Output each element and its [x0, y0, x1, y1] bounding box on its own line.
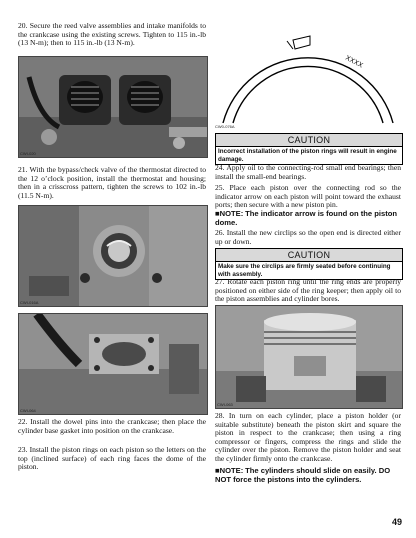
step-number: 22.	[18, 417, 28, 426]
step-24	[215, 164, 401, 181]
step-number: 28.	[215, 411, 225, 420]
step-text: In turn on each cylinder, place a piston holder (or suitable substitute) beneath the piston skirt and square the piston in respect to the crankcase; then using a ring compressor or fingers, compress the rings and slide the cylinder over the piston. Remove the piston holder and seat the cylinder firmly onto the crankcase.	[215, 411, 401, 463]
step-22	[18, 418, 206, 435]
step-text: Rotate each piston ring until the ring ends are properly positioned on either side of the ring keeper; then apply oil to the piston assemblies and cylinder bores.	[215, 277, 401, 304]
step-27	[215, 278, 401, 304]
thermostat-illustration	[19, 206, 207, 306]
engine-illustration	[19, 57, 207, 157]
note-indicator-arrow	[215, 210, 401, 227]
photo-code: CWI-020	[20, 151, 36, 156]
step-number: 27.	[215, 277, 225, 286]
step-23	[18, 446, 206, 472]
caution-box-circlips	[215, 248, 403, 280]
note-label: NOTE:	[219, 209, 244, 218]
caution-text: Incorrect installation of the piston rings will result in engine damage.	[218, 148, 397, 163]
ring-marking-label: XXXX	[344, 54, 364, 70]
ring-illustration	[215, 23, 401, 129]
crankcase-illustration	[19, 314, 207, 414]
photo-code: CWI-064	[20, 408, 36, 413]
caution-text: Make sure the circlips are firmly seated before continuing with assembly.	[218, 263, 391, 278]
step-25	[215, 184, 401, 210]
note-text: The indicator arrow is found on the piston dome.	[215, 209, 397, 227]
page-number: 49	[391, 517, 402, 527]
note-text: The cylinders should slide on easily. DO NOT force the pistons into the cylinders.	[215, 466, 391, 484]
step-text: Apply oil to the connecting-rod small end bearings; then install the small-end bearings.	[215, 163, 401, 181]
step-text: Install the piston rings on each piston so the letters on the top (inclined surface) of each ring faces the dome of the piston.	[18, 445, 206, 472]
step-number: 21.	[18, 165, 28, 174]
step-28	[215, 412, 401, 464]
intake-manifold-photo	[18, 56, 208, 158]
step-26	[215, 229, 401, 246]
step-number: 20.	[18, 21, 28, 30]
note-cylinders	[215, 467, 401, 484]
note-label: NOTE:	[219, 466, 244, 475]
caution-header: CAUTION	[216, 249, 402, 262]
step-text: With the bypass/check valve of the thermostat directed to the 12 o’clock position, install the thermostat and housing; then in a crisscross pattern, tighten the screws to 102 in.-lb (11.5 N-m).	[18, 165, 207, 200]
note-bullet-icon: ■	[215, 209, 220, 218]
crankcase-photo	[18, 313, 208, 415]
piston-ring-diagram	[215, 23, 401, 129]
step-20	[18, 22, 206, 48]
piston-photo	[215, 305, 403, 409]
step-text: Place each piston over the connecting rod so the indicator arrow on each piston will point toward the exhaust ports; then secure with a new piston pin.	[215, 183, 402, 210]
caution-header: CAUTION	[216, 134, 402, 147]
step-21	[18, 166, 206, 200]
caution-box-rings	[215, 133, 403, 165]
step-number: 24.	[215, 163, 225, 172]
photo-code: CW0-076A	[215, 124, 235, 129]
photo-code: CWI-016A	[20, 300, 39, 305]
piston-illustration	[216, 306, 402, 408]
step-text: Secure the reed valve assemblies and intake manifolds to the crankcase using the existing screws. Tighten to 115 in.-lb (13 N-m); then to 115 in.-lb (13 N-m).	[18, 21, 206, 48]
photo-code: CWI-063	[217, 402, 233, 407]
step-number: 23.	[18, 445, 28, 454]
step-number: 25.	[215, 183, 225, 192]
note-bullet-icon: ■	[215, 466, 220, 475]
step-text: Install the new circlips so the open end is directed either up or down.	[215, 228, 401, 246]
thermostat-photo	[18, 205, 208, 307]
step-text: Install the dowel pins into the crankcase; then place the cylinder base gasket into position on the crankcase.	[18, 417, 207, 435]
step-number: 26.	[215, 228, 225, 237]
